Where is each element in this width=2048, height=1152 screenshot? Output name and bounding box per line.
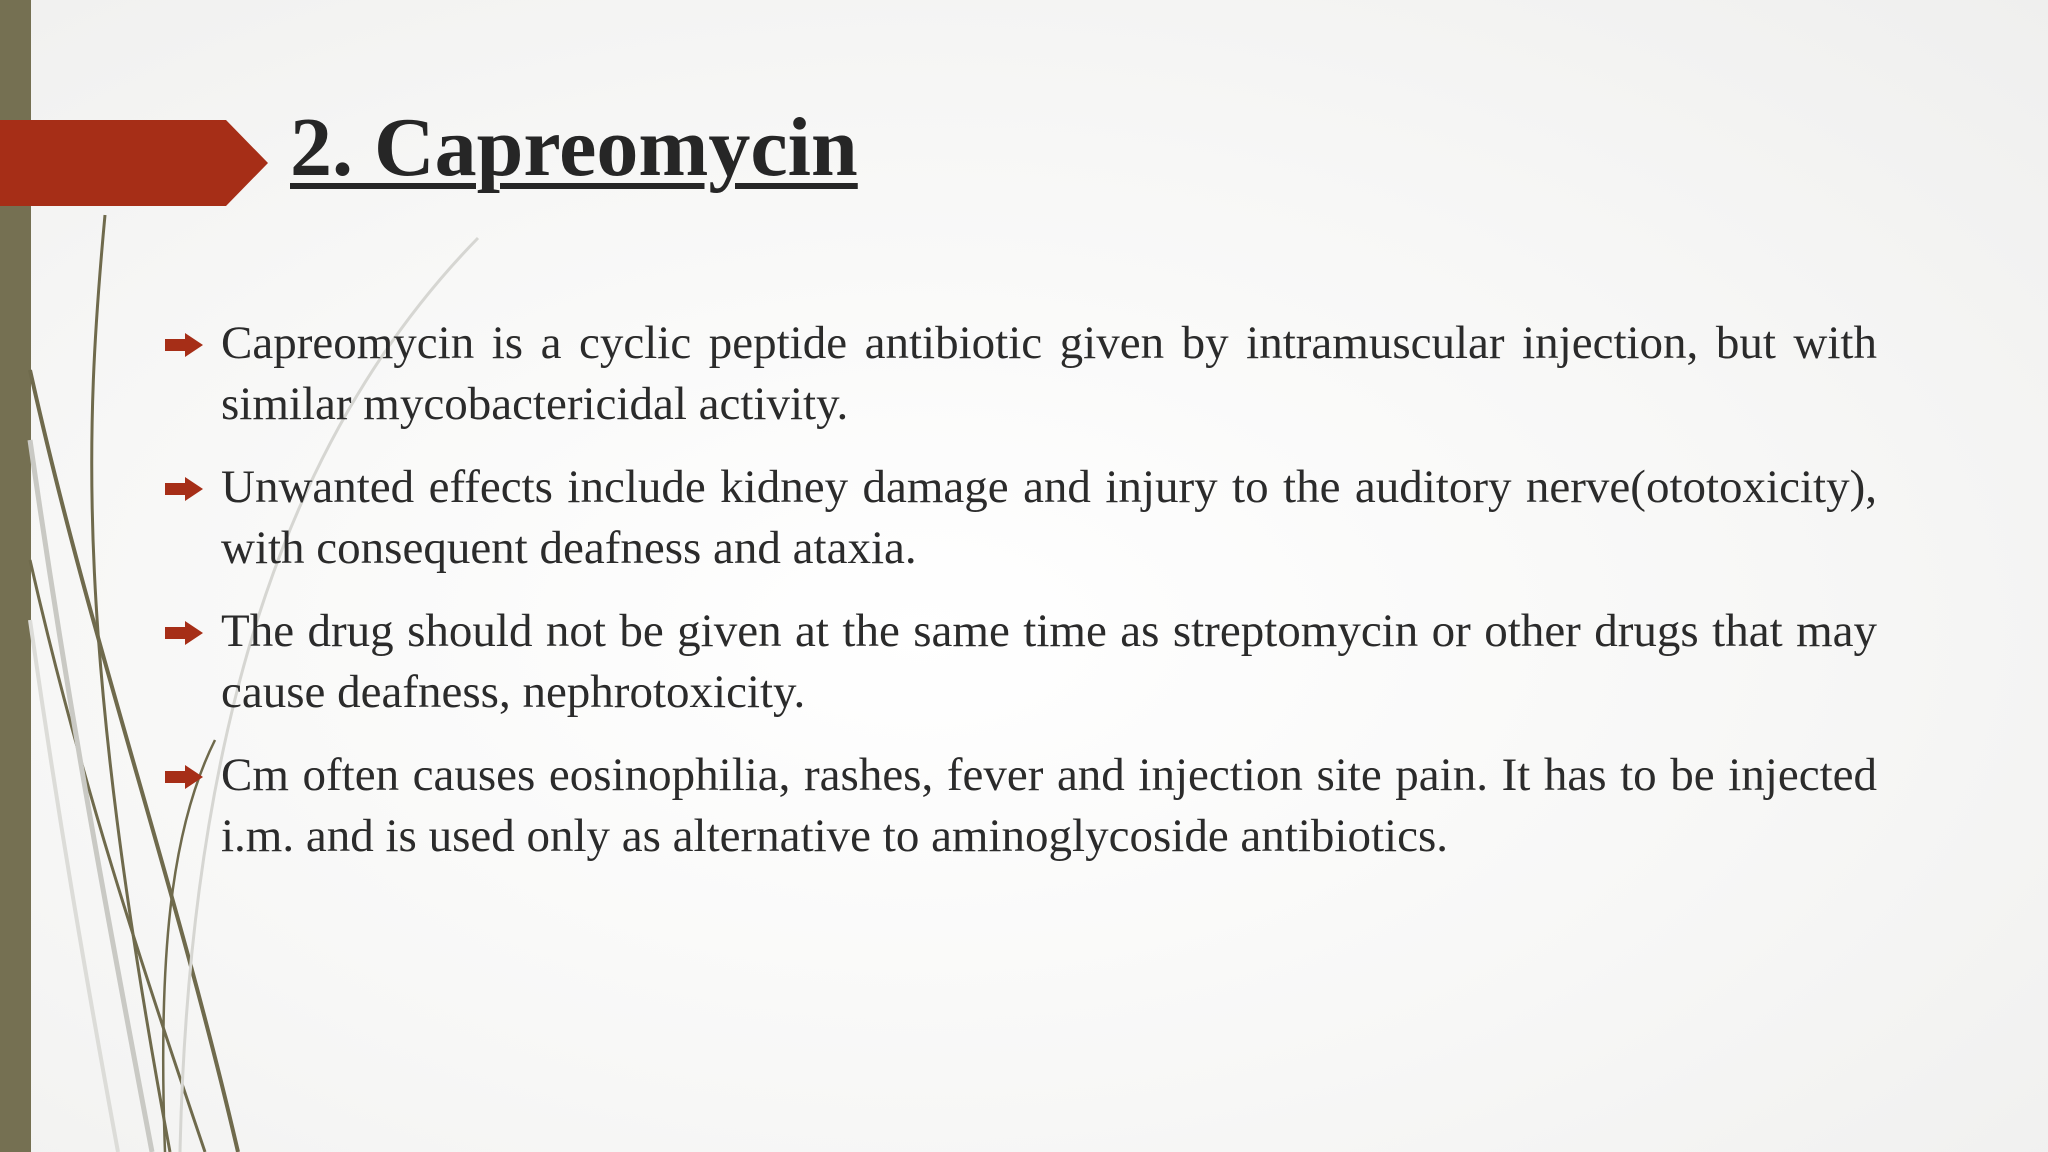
bullet-item xyxy=(165,457,1877,579)
bullet-text: Capreomycin is a cyclic peptide antibiotic given by intramuscular injection, but with similar mycobactericidal activity. xyxy=(221,317,1877,430)
bullet-item xyxy=(165,313,1877,435)
arrow-right-bullet-icon xyxy=(165,333,203,357)
bullet-text: The drug should not be given at the same time as streptomycin or other drugs that may cause deafness, nephrotoxicity. xyxy=(221,605,1877,718)
bullet-item xyxy=(165,601,1877,723)
bullet-item xyxy=(165,745,1877,867)
slide-title: 2. Capreomycin xyxy=(290,101,858,194)
bullet-list xyxy=(165,313,1877,889)
arrow-right-bullet-icon xyxy=(165,621,203,645)
arrow-right-bullet-icon xyxy=(165,477,203,501)
title-arrow-icon xyxy=(0,120,270,206)
arrow-right-bullet-icon xyxy=(165,765,203,789)
bullet-text: Cm often causes eosinophilia, rashes, fever and injection site pain. It has to be injected i.m. and is used only as alternative to aminoglycoside antibiotics. xyxy=(221,749,1877,862)
bullet-text: Unwanted effects include kidney damage and injury to the auditory nerve(ototoxicity), with consequent deafness and ataxia. xyxy=(221,461,1877,574)
